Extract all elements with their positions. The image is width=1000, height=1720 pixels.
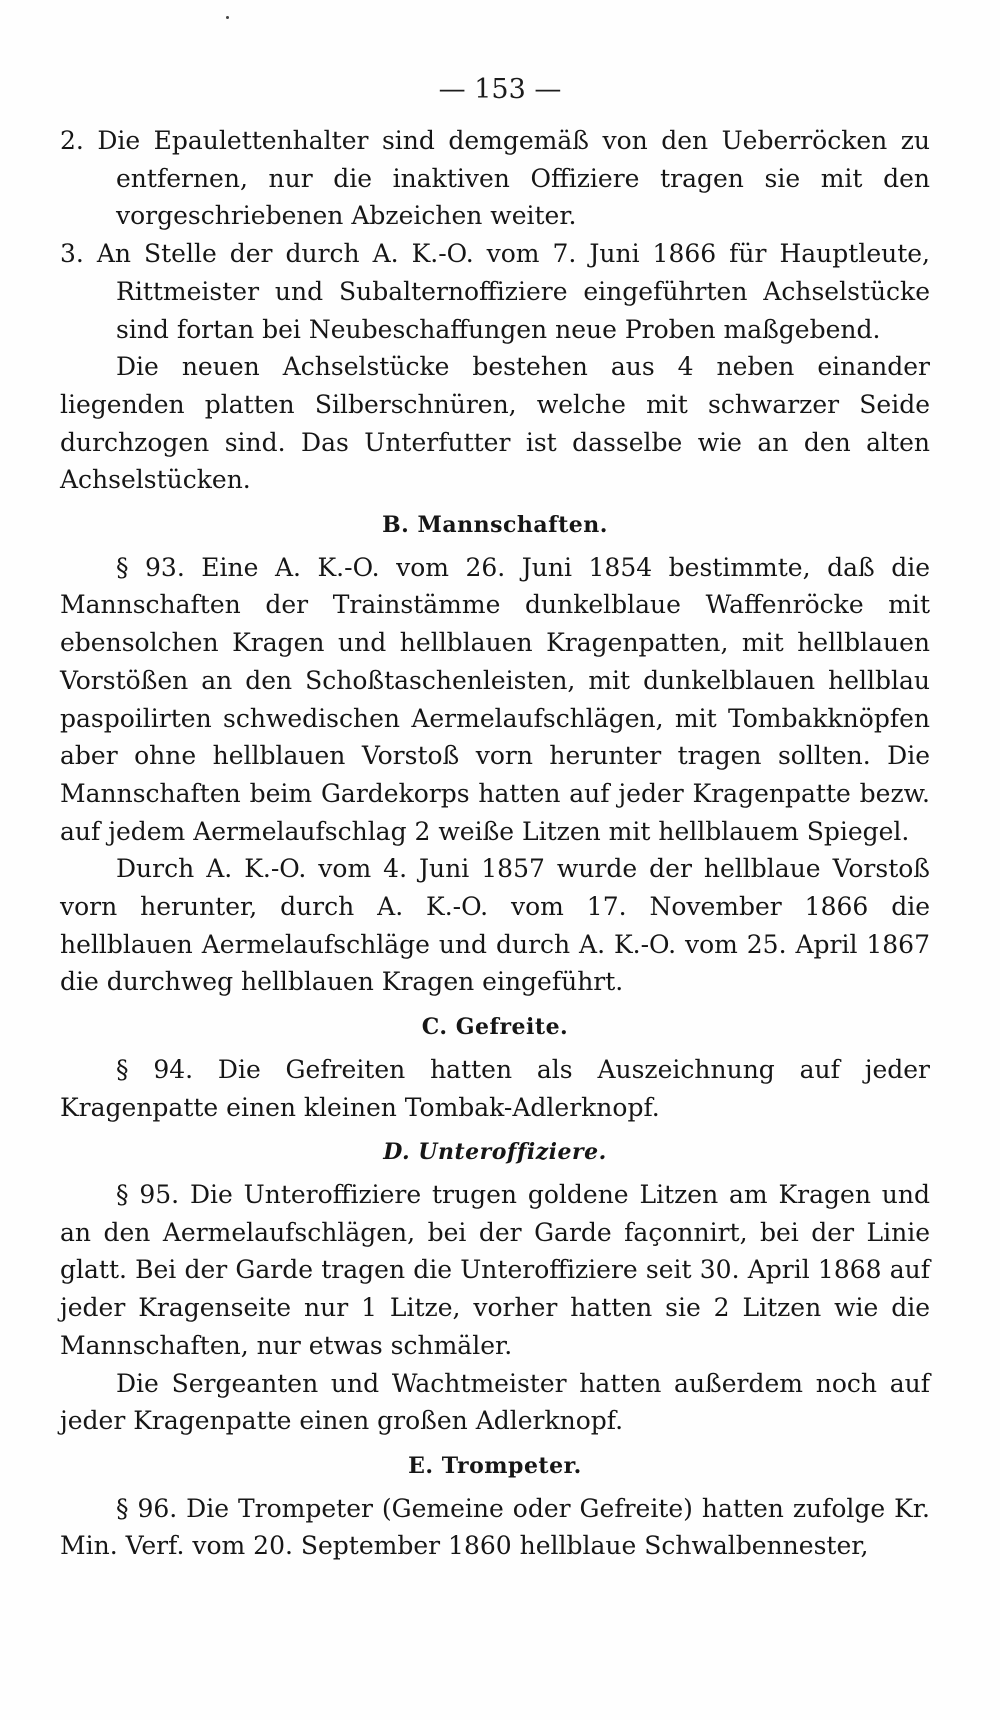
section-heading-b: B. Mannschaften.	[382, 512, 608, 539]
section-heading-e: E. Trompeter.	[408, 1452, 582, 1479]
paragraph-95-continued: Die Sergeanten und Wachtmeister hatten außerdem noch auf jeder Kragenpatte einen großen Adlerknopf.	[60, 1368, 930, 1436]
page-number: — 153 —	[438, 74, 562, 105]
paragraph-95: § 95. Die Unteroffiziere trugen goldene Litzen am Kragen und an den Aermelaufschlägen, bei der Garde façonnirt, bei der Linie glatt. Bei der Garde tragen die Unteroffiziere seit 30. April 1868 auf jeder Kragenseite nur 1 Litze, vorher hatten sie 2 Litzen wie die Mannschaften, nur etwas schmäler.	[60, 1179, 930, 1360]
speck	[226, 16, 229, 19]
list-item-3: 3. An Stelle der durch A. K.-O. vom 7. Juni 1866 für Hauptleute, Rittmeister und Subalternoffiziere eingeführten Achselstücke sind fortan bei Neubeschaffungen neue Proben maßgebend.	[60, 239, 930, 344]
paragraph-achselstuecke: Die neuen Achselstücke bestehen aus 4 neben einander liegenden platten Silberschnüren, welche mit schwarzer Seide durchzogen sind. Das Unterfutter ist dasselbe wie an den alten Achselstücken.	[60, 352, 930, 495]
body-text	[60, 122, 930, 1565]
section-heading-c: C. Gefreite.	[421, 1014, 569, 1041]
paragraph-96: § 96. Die Trompeter (Gemeine oder Gefreite) hatten zufolge Kr. Min. Verf. vom 20. September 1860 hellblaue Schwalbennester,	[60, 1493, 930, 1561]
paragraph-94: § 94. Die Gefreiten hatten als Auszeichnung auf jeder Kragenpatte einen kleinen Tombak-Adlerknopf.	[60, 1054, 930, 1122]
section-heading-d: D. Unteroffiziere.	[383, 1139, 607, 1166]
paragraph-93-continued: Durch A. K.-O. vom 4. Juni 1857 wurde der hellblaue Vorstoß vorn herunter, durch A. K.-O. vom 17. November 1866 die hellblauen Aermelaufschläge und durch A. K.-O. vom 25. April 1867 die durchweg hellblauen Kragen eingeführt.	[60, 854, 930, 997]
list-item-2: 2. Die Epaulettenhalter sind demgemäß von den Ueberröcken zu entfernen, nur die inaktiven Offiziere tragen sie mit den vorgeschriebenen Abzeichen weiter.	[60, 126, 930, 231]
paragraph-93: § 93. Eine A. K.-O. vom 26. Juni 1854 bestimmte, daß die Mannschaften der Trainstämme dunkelblaue Waffenröcke mit ebensolchen Kragen und hellblauen Kragenpatten, mit hellblauen Vorstößen an den Schoßtaschenleisten, mit dunkelblauen hellblau paspoilirten schwedischen Aermelaufschlägen, mit Tombakknöpfen aber ohne hellblauen Vorstoß vorn herunter tragen sollten. Die Mannschaften beim Gardekorps hatten auf jeder Kragenpatte bezw. auf jedem Aermelaufschlag 2 weiße Litzen mit hellblauem Spiegel.	[60, 552, 930, 846]
